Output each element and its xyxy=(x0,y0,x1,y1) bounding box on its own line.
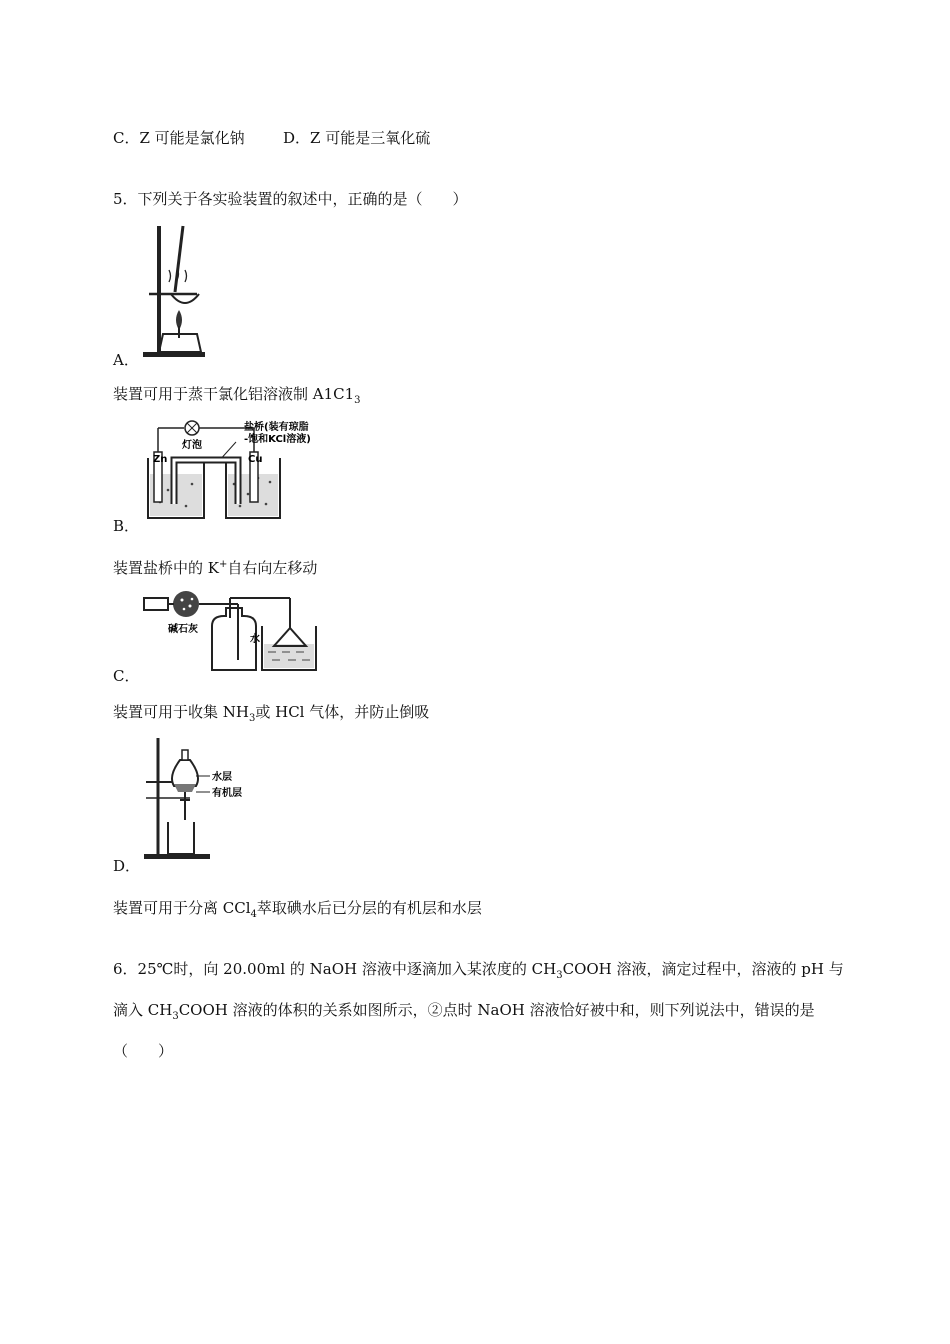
option-a-label: A． xyxy=(113,351,139,369)
option-a-text: 装置可用于蒸干氯化铝溶液制 $A1C1_3$ xyxy=(113,385,361,406)
option-c-label: C． xyxy=(113,667,140,685)
option-d-q4: D．Z 可能是三氧化硫 xyxy=(283,129,431,147)
water-layer-label: 水层 xyxy=(212,772,232,783)
option-c-q4: C．Z 可能是氯化钠 xyxy=(113,129,245,147)
soda-lime-label: 碱石灰 xyxy=(168,624,198,635)
evaporation-apparatus-figure xyxy=(135,222,215,360)
option-d-text: 装置可用于分离 CCl$_4$萃取碘水后已分层的有机层和水层 xyxy=(113,899,482,920)
option-b-text: 装置盐桥中的 K+自右向左移动 xyxy=(113,559,318,577)
salt-bridge-label-1: 盐桥(装有琼脂 xyxy=(244,422,309,433)
option-c-text: 装置可用于收集 $NH_3$或 HCl 气体，并防止倒吸 xyxy=(113,703,430,724)
bulb-label: 灯泡 xyxy=(182,440,202,451)
gas-collection-figure xyxy=(140,590,350,674)
zn-electrode-label: Zn xyxy=(153,454,168,465)
question-6-line-2: 滴入 $CH_3COOH$ 溶液的体积的关系如图所示，②点时 NaOH 溶液恰好被中和，则下列说法中，错误的是 xyxy=(113,1001,815,1022)
cu-electrode-label: Cu xyxy=(248,454,263,465)
option-d-label: D． xyxy=(113,857,141,875)
question-5-stem: 5．下列关于各实验装置的叙述中，正确的是（ ） xyxy=(113,190,468,208)
question-6-line-1: 6．25℃时，向 20.00ml 的 NaOH 溶液中逐滴加入某浓度的 $CH_3COOH$ 溶液，滴定过程中，溶液的 pH 与 xyxy=(113,960,844,981)
water-label: 水 xyxy=(250,634,260,645)
question-6-line-3: （ ） xyxy=(113,1042,174,1060)
organic-layer-label: 有机层 xyxy=(212,788,242,799)
option-b-label: B． xyxy=(113,517,140,535)
galvanic-cell-figure xyxy=(140,418,340,522)
separatory-funnel-figure xyxy=(138,736,258,860)
salt-bridge-label-2: -饱和KCl溶液) xyxy=(244,434,311,445)
